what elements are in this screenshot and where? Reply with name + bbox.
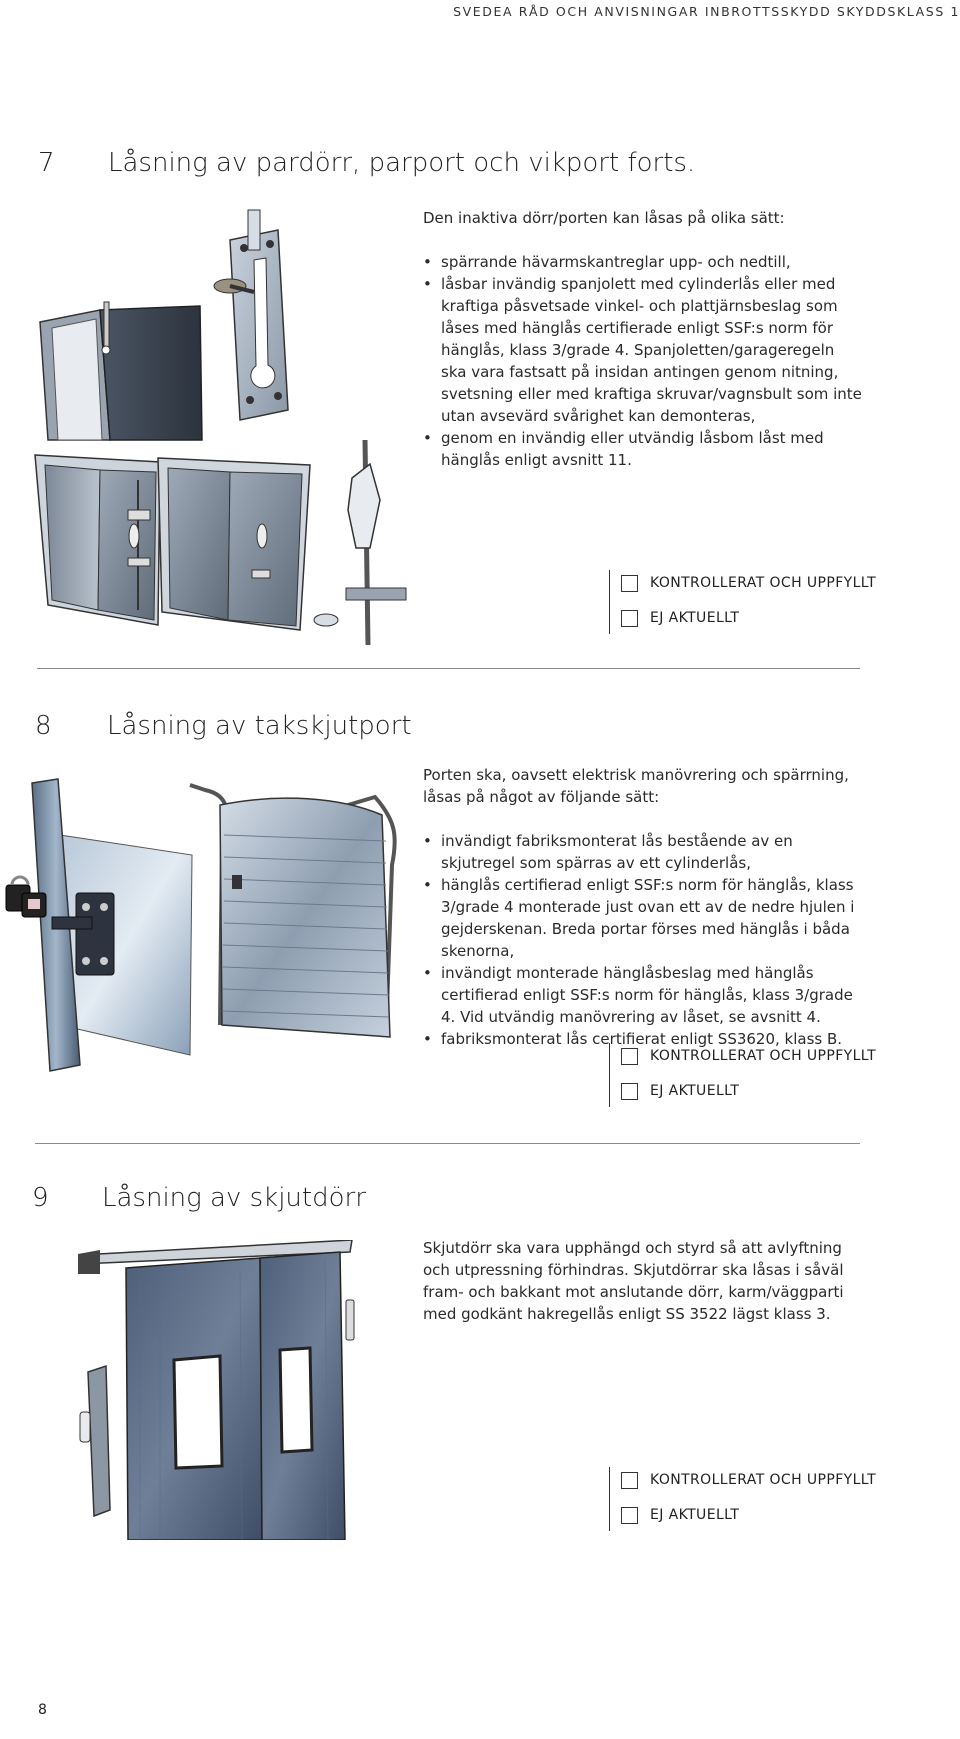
page-number: 8 <box>38 1702 47 1718</box>
checkbox-ej-aktuellt[interactable] <box>610 1081 739 1101</box>
checkbox-square[interactable] <box>621 1048 638 1065</box>
checkbox-label: KONTROLLERAT OCH UPPFYLLT <box>650 575 877 591</box>
checkbox-label: KONTROLLERAT OCH UPPFYLLT <box>650 1048 877 1064</box>
checkbox-ej-aktuellt[interactable] <box>610 608 739 628</box>
section-number: 7 <box>38 148 55 178</box>
list-item: • genom en invändig eller utvändig låsbom låst med hänglås enligt avsnitt 11. <box>423 427 863 471</box>
list-item: • spärrande hävarmskantreglar upp- och nedtill, <box>423 251 863 273</box>
bullet-list <box>423 251 863 471</box>
section-8-checklist <box>609 1043 884 1107</box>
checkbox-kontrollerat[interactable] <box>610 573 876 593</box>
section-9-text <box>423 1237 863 1325</box>
section-title: Låsning av takskjutport <box>107 711 412 741</box>
section-divider <box>37 668 860 669</box>
checkbox-ej-aktuellt[interactable] <box>610 1505 739 1525</box>
overhead-door-illustration <box>160 775 420 1040</box>
checkbox-label: EJ AKTUELLT <box>650 1507 740 1523</box>
list-item: • invändigt fabriksmonterat lås bestående av en skjutregel som spärras av ett cylinderlås, <box>423 830 863 874</box>
folding-doors-illustration <box>30 440 430 650</box>
list-item: • hänglås certifierad enligt SSF:s norm för hänglås, klass 3/grade 4 monterade just ovan ett av de nedre hjulen i gejderskenan. Breda portar förses med hänglås i båda skenorna, <box>423 874 863 962</box>
double-door-espagnolette-illustration <box>30 200 400 450</box>
checkbox-kontrollerat[interactable] <box>610 1470 876 1490</box>
section-7-text <box>423 207 863 471</box>
sliding-door-handle-illustration <box>70 1360 120 1520</box>
section-9-checklist <box>609 1467 884 1531</box>
checkbox-square[interactable] <box>621 1507 638 1524</box>
section-divider <box>35 1143 860 1144</box>
section-7-checklist <box>609 570 884 634</box>
running-header: SVEDEA RÅD OCH ANVISNINGAR INBROTTSSKYDD SKYDDSKLASS 1 <box>453 4 960 19</box>
checkbox-label: EJ AKTUELLT <box>650 1083 740 1099</box>
section-number: 8 <box>35 711 52 741</box>
checkbox-square[interactable] <box>621 1083 638 1100</box>
intro-paragraph: Skjutdörr ska vara upphängd och styrd så att avlyftning och utpressning förhindras. Skjutdörrar ska låsas i såväl fram- och bakkant mot anslutande dörr, karm/väggparti med godkänt hakregellås enligt SS 3522 lägst klass 3. <box>423 1239 844 1323</box>
checkbox-label: KONTROLLERAT OCH UPPFYLLT <box>650 1472 877 1488</box>
intro-paragraph: Porten ska, oavsett elektrisk manövrering och spärrning, låsas på något av följande sätt: <box>423 766 849 806</box>
list-item: • fabriksmonterat lås certifierat enligt SS3620, klass B. <box>423 1028 863 1050</box>
list-item: • invändigt monterade hänglåsbeslag med hänglås certifierad enligt SSF:s norm för hänglås, klass 3/grade 4. Vid utvändig manövrering av låset, se avsnitt 4. <box>423 962 863 1028</box>
section-title: Låsning av skjutdörr <box>102 1183 366 1213</box>
checkbox-kontrollerat[interactable] <box>610 1046 876 1066</box>
checkbox-square[interactable] <box>621 610 638 627</box>
checkbox-square[interactable] <box>621 575 638 592</box>
bullet-list <box>423 830 863 1050</box>
section-number: 9 <box>32 1183 49 1213</box>
checkbox-label: EJ AKTUELLT <box>650 610 740 626</box>
section-title: Låsning av pardörr, parport och vikport forts. <box>108 148 696 178</box>
list-item: • låsbar invändig spanjolett med cylinderlås eller med kraftiga påsvetsade vinkel- och plattjärnsbeslag som låses med hänglås certifierade enligt SSF:s norm för hänglås, klass 3/grade 4. Spanjoletten/garageregeln ska vara fastsatt på insidan antingen genom nitning, svetsning eller med kraftiga skruvar/vagnsbult som inte utan avsevärd svårighet kan demonteras, <box>423 273 863 427</box>
section-8-text <box>423 764 863 1050</box>
checkbox-square[interactable] <box>621 1472 638 1489</box>
intro-paragraph: Den inaktiva dörr/porten kan låsas på olika sätt: <box>423 209 785 227</box>
